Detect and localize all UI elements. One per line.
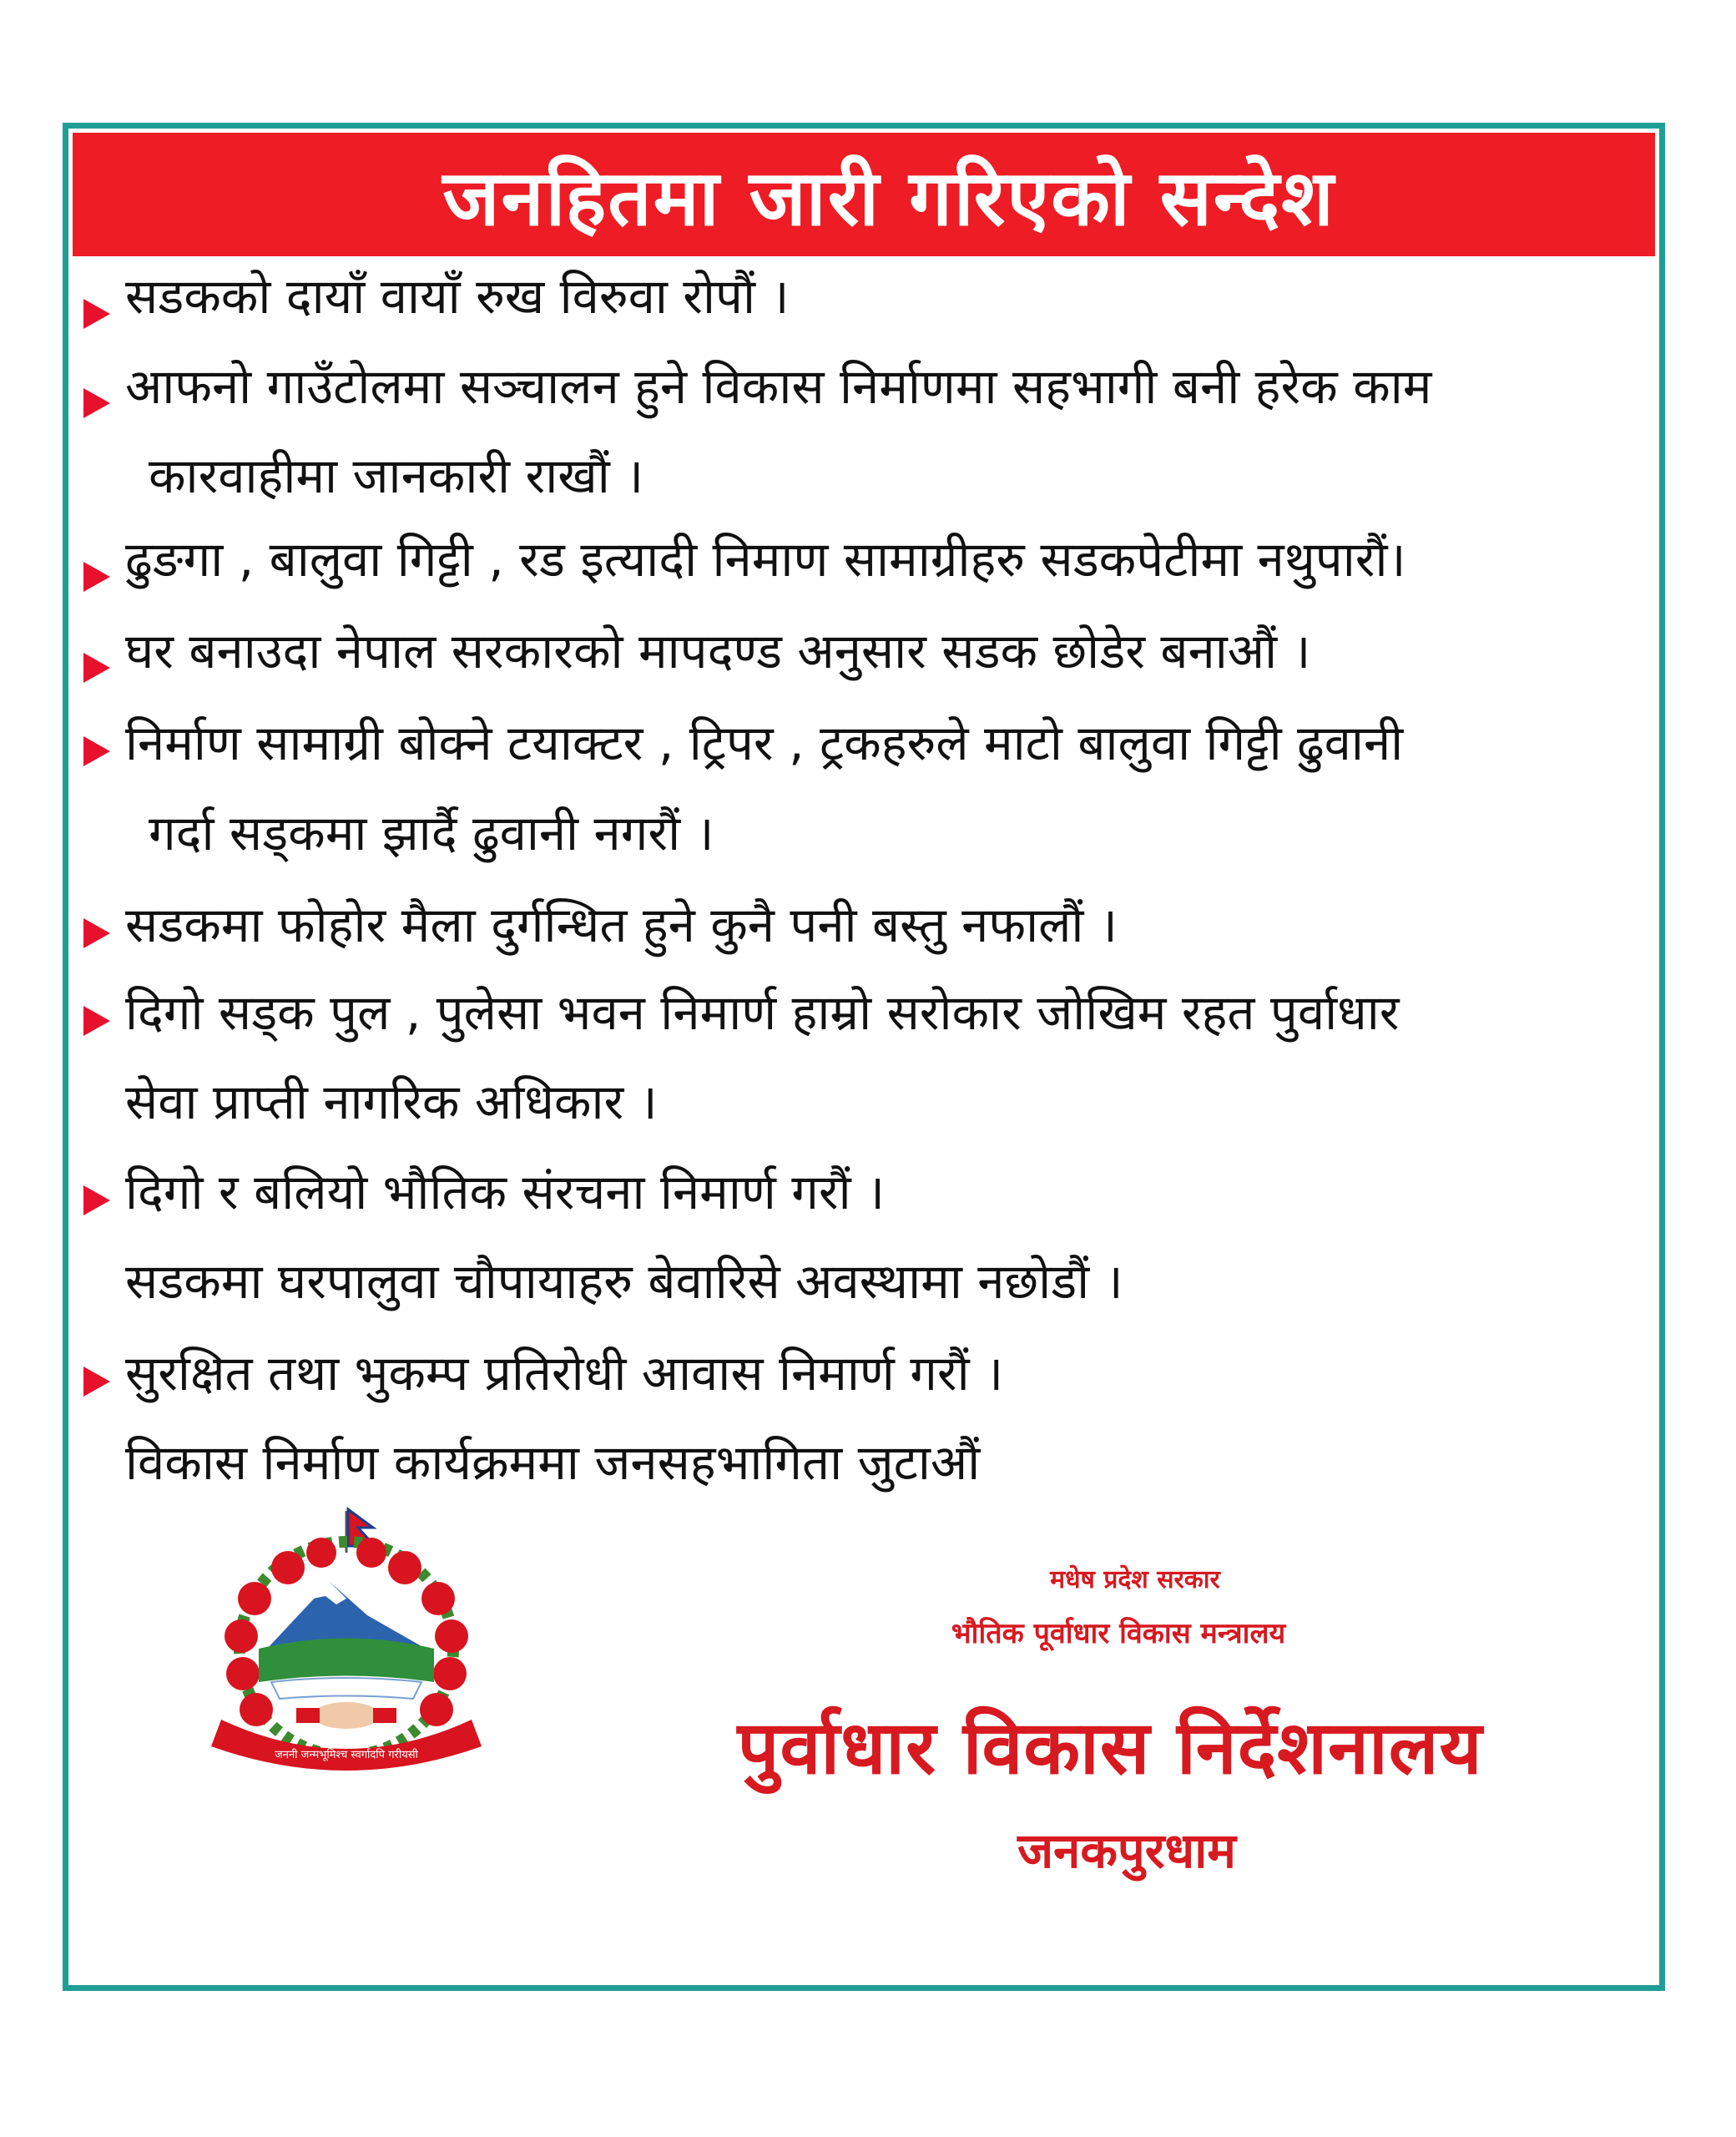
directorate-name: पुर्वाधार विकास निर्देशनालय — [737, 1705, 1483, 1791]
message-line: सडकको दायाँ वायाँ रुख विरुवा रोपौं । — [125, 268, 790, 325]
message-line: विकास निर्माण कार्यक्रममा जनसहभागिता जुटाऔं — [125, 1434, 981, 1491]
government-name: मधेष प्रदेश सरकार — [1050, 1565, 1220, 1594]
handshake-icon — [296, 1702, 396, 1729]
message-line: ढुङगा , बालुवा गिट्टी , रड इत्यादी निमाण सामाग्रीहरु सडकपेटीमा नथुपारौं। — [125, 531, 1406, 588]
bullet-icon — [83, 736, 110, 766]
message-line: दिगो सड्क पुल , पुलेसा भवन निमार्ण हाम्रो सरोकार जोखिम रहत पुर्वाधार — [125, 984, 1400, 1041]
message-line: घर बनाउदा नेपाल सरकारको मापदण्ड अनुसार सडक छोडेर बनाऔं । — [125, 623, 1311, 679]
bullet-icon — [83, 1006, 110, 1036]
notice-title: जनहितमा जारी गरिएको सन्देश — [442, 153, 1335, 243]
message-line: दिगो र बलियो भौतिक संरचना निमार्ण गरौं । — [125, 1164, 886, 1220]
message-line: सेवा प्राप्ती नागरिक अधिकार । — [125, 1074, 658, 1130]
nepal-emblem-icon — [188, 1503, 505, 1778]
bullet-icon — [83, 299, 110, 329]
bullet-icon — [83, 653, 110, 683]
mountain-icon — [259, 1582, 434, 1699]
ministry-name: भौतिक पूर्वाधार विकास मन्त्रालय — [951, 1617, 1286, 1650]
message-line: गर्दा सड्कमा झार्दै ढुवानी नगरौं । — [149, 805, 714, 861]
message-line: सुरक्षित तथा भुकम्प प्रतिरोधी आवास निमार्ण गरौं । — [125, 1345, 1004, 1402]
message-line: आफनो गाउँटोलमा सञ्चालन हुने विकास निर्माणमा सहभागी बनी हरेक काम — [125, 358, 1432, 415]
bullet-icon — [83, 388, 110, 418]
bullet-icon — [83, 562, 110, 592]
message-line: सडकमा घरपालुवा चौपायाहरु बेवारिसे अवस्थामा नछोडौं । — [125, 1253, 1123, 1310]
message-line: कारवाहीमा जानकारी राखौं । — [149, 447, 644, 504]
bullet-icon — [83, 918, 110, 948]
location-name: जनकपुरधाम — [1017, 1822, 1236, 1879]
message-line: सडकमा फोहोर मैला दुर्गन्धित हुने कुनै पनी बस्तु नफालौं । — [125, 897, 1118, 953]
bullet-icon — [83, 1185, 110, 1215]
emblem-motto: जननी जन्मभूमिश्च स्वर्गादपि गरीयसी — [275, 1749, 418, 1761]
bullet-icon — [83, 1367, 110, 1397]
message-line: निर्माण सामाग्री बोक्ने टयाक्टर , ट्रिपर , ट्रकहरुले माटो बालुवा गिट्टी ढुवानी — [125, 715, 1404, 771]
